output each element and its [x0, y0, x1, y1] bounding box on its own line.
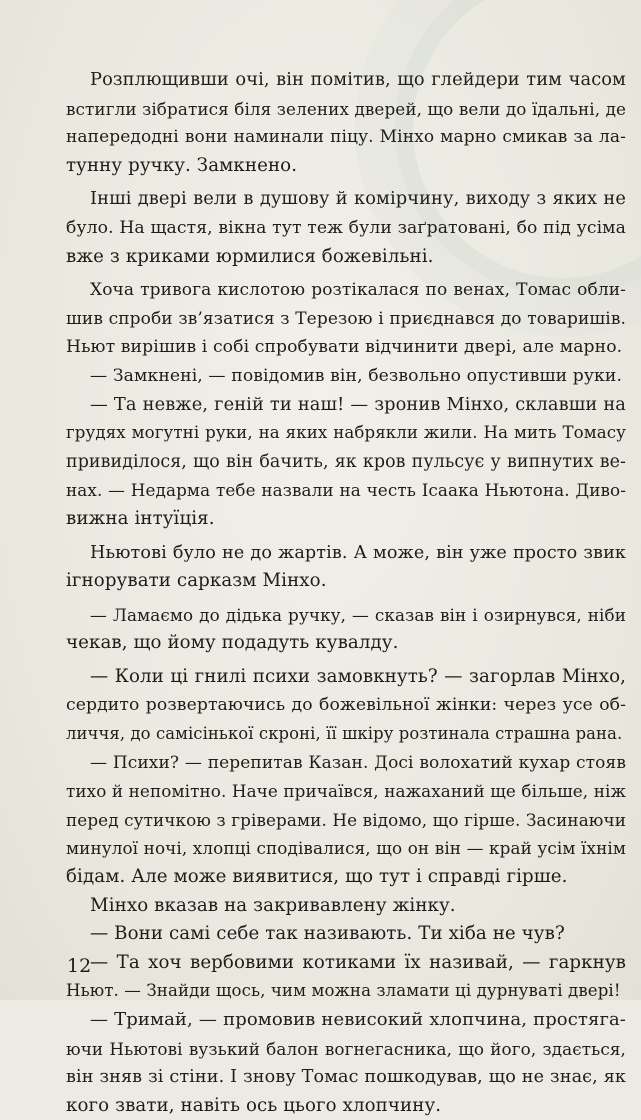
text-line: Розплющивши очі, він помітив, що глейдери тим часом	[90, 69, 626, 90]
text-line: Хоча тривога кислотою розтікалася по венах, Томас обли-	[90, 280, 626, 301]
text-line: Ньют вирішив і собі спробувати відчинити двері, але марно.	[66, 337, 623, 358]
text-line: тунну ручку. Замкнено.	[66, 154, 298, 176]
text-line: Мінхо вказав на закривавлену жінку.	[90, 894, 456, 916]
text-line: встигли зібратися біля зелених дверей, що вели до їдальні, де	[66, 98, 627, 119]
text-line: перед сутичкою з гріверами. Не відомо, що гірше. Засинаючи	[66, 809, 626, 830]
body-text	[66, 66, 626, 1120]
text-line: напередодні вони наминали піцу. Мінхо марно смикав за ла-	[66, 127, 626, 148]
text-line: вижна інтуїція.	[66, 507, 215, 529]
text-line: сердито розвертаючись до божевільної жінки: через усе об-	[66, 695, 626, 716]
text-line: нах. — Недарма тебе назвали на честь Ісаака Ньютона. Диво-	[66, 480, 626, 501]
text-line: — Тримай, — промовив невисокий хлопчина, простяга-	[90, 1009, 626, 1030]
text-line: привиділося, що він бачить, як кров пульсує у випнутих ве-	[66, 451, 626, 472]
text-line: тихо й непомітно. Наче причаївся, нажаханий ще більше, ніж	[66, 781, 626, 802]
text-line: він зняв зі стіни. І знову Томас пошкодував, що не знає, як	[66, 1067, 626, 1088]
text-line: — Вони самі себе так називають. Ти хіба не чув?	[90, 923, 565, 945]
text-line: кого звати, навіть ось цього хлопчину.	[66, 1094, 442, 1116]
text-line: Ньютові було не до жартів. А може, він уже просто звик	[90, 542, 626, 563]
text-line: — Психи? — перепитав Казан. Досі волохатий кухар стояв	[90, 752, 626, 773]
text-line: личчя, до самісінької скроні, її шкіру розтинала страшна рана.	[66, 724, 623, 744]
text-line: вже з криками юрмилися божевільні.	[66, 245, 434, 267]
text-line: чекав, що йому подадуть кувалду.	[66, 632, 399, 654]
text-line: було. На щастя, вікна тут теж були заґратовані, бо під усіма	[66, 217, 626, 238]
text-line: грудях могутні руки, на яких набрякли жили. На мить Томасу	[66, 423, 626, 443]
text-line: — Та невже, геній ти наш! — зронив Мінхо, склавши на	[90, 393, 626, 415]
text-line: ігнорувати сарказм Мінхо.	[66, 570, 327, 592]
text-line: — Коли ці гнилі психи замовкнуть? — загорлав Мінхо,	[90, 665, 626, 687]
text-line: шив спроби зв’язатися з Терезою і приєднався до товаришів.	[66, 308, 626, 329]
text-line: минулої ночі, хлопці сподівалися, що он він — край усім їхнім	[66, 838, 626, 859]
text-line: — Замкнені, — повідомив він, безвольно опустивши руки.	[90, 365, 623, 386]
text-line: — Та хоч вербовими котиками їх називай, — гаркнув	[90, 951, 626, 973]
text-line: ючи Ньютові вузький балон вогнегасника, що його, здається,	[66, 1038, 626, 1059]
text-line: бідам. Але може виявитися, що тут і справді гірше.	[66, 866, 568, 888]
text-line: Ньют. — Знайди щось, чим можна зламати ці дурнуваті двері!	[66, 981, 621, 1001]
text-line: — Ламаємо до дідька ручку, — сказав він і озирнувся, ніби	[90, 604, 626, 625]
page-number: 12	[67, 955, 92, 977]
text-line: Інші двері вели в душову й комірчину, виходу з яких не	[90, 188, 626, 210]
